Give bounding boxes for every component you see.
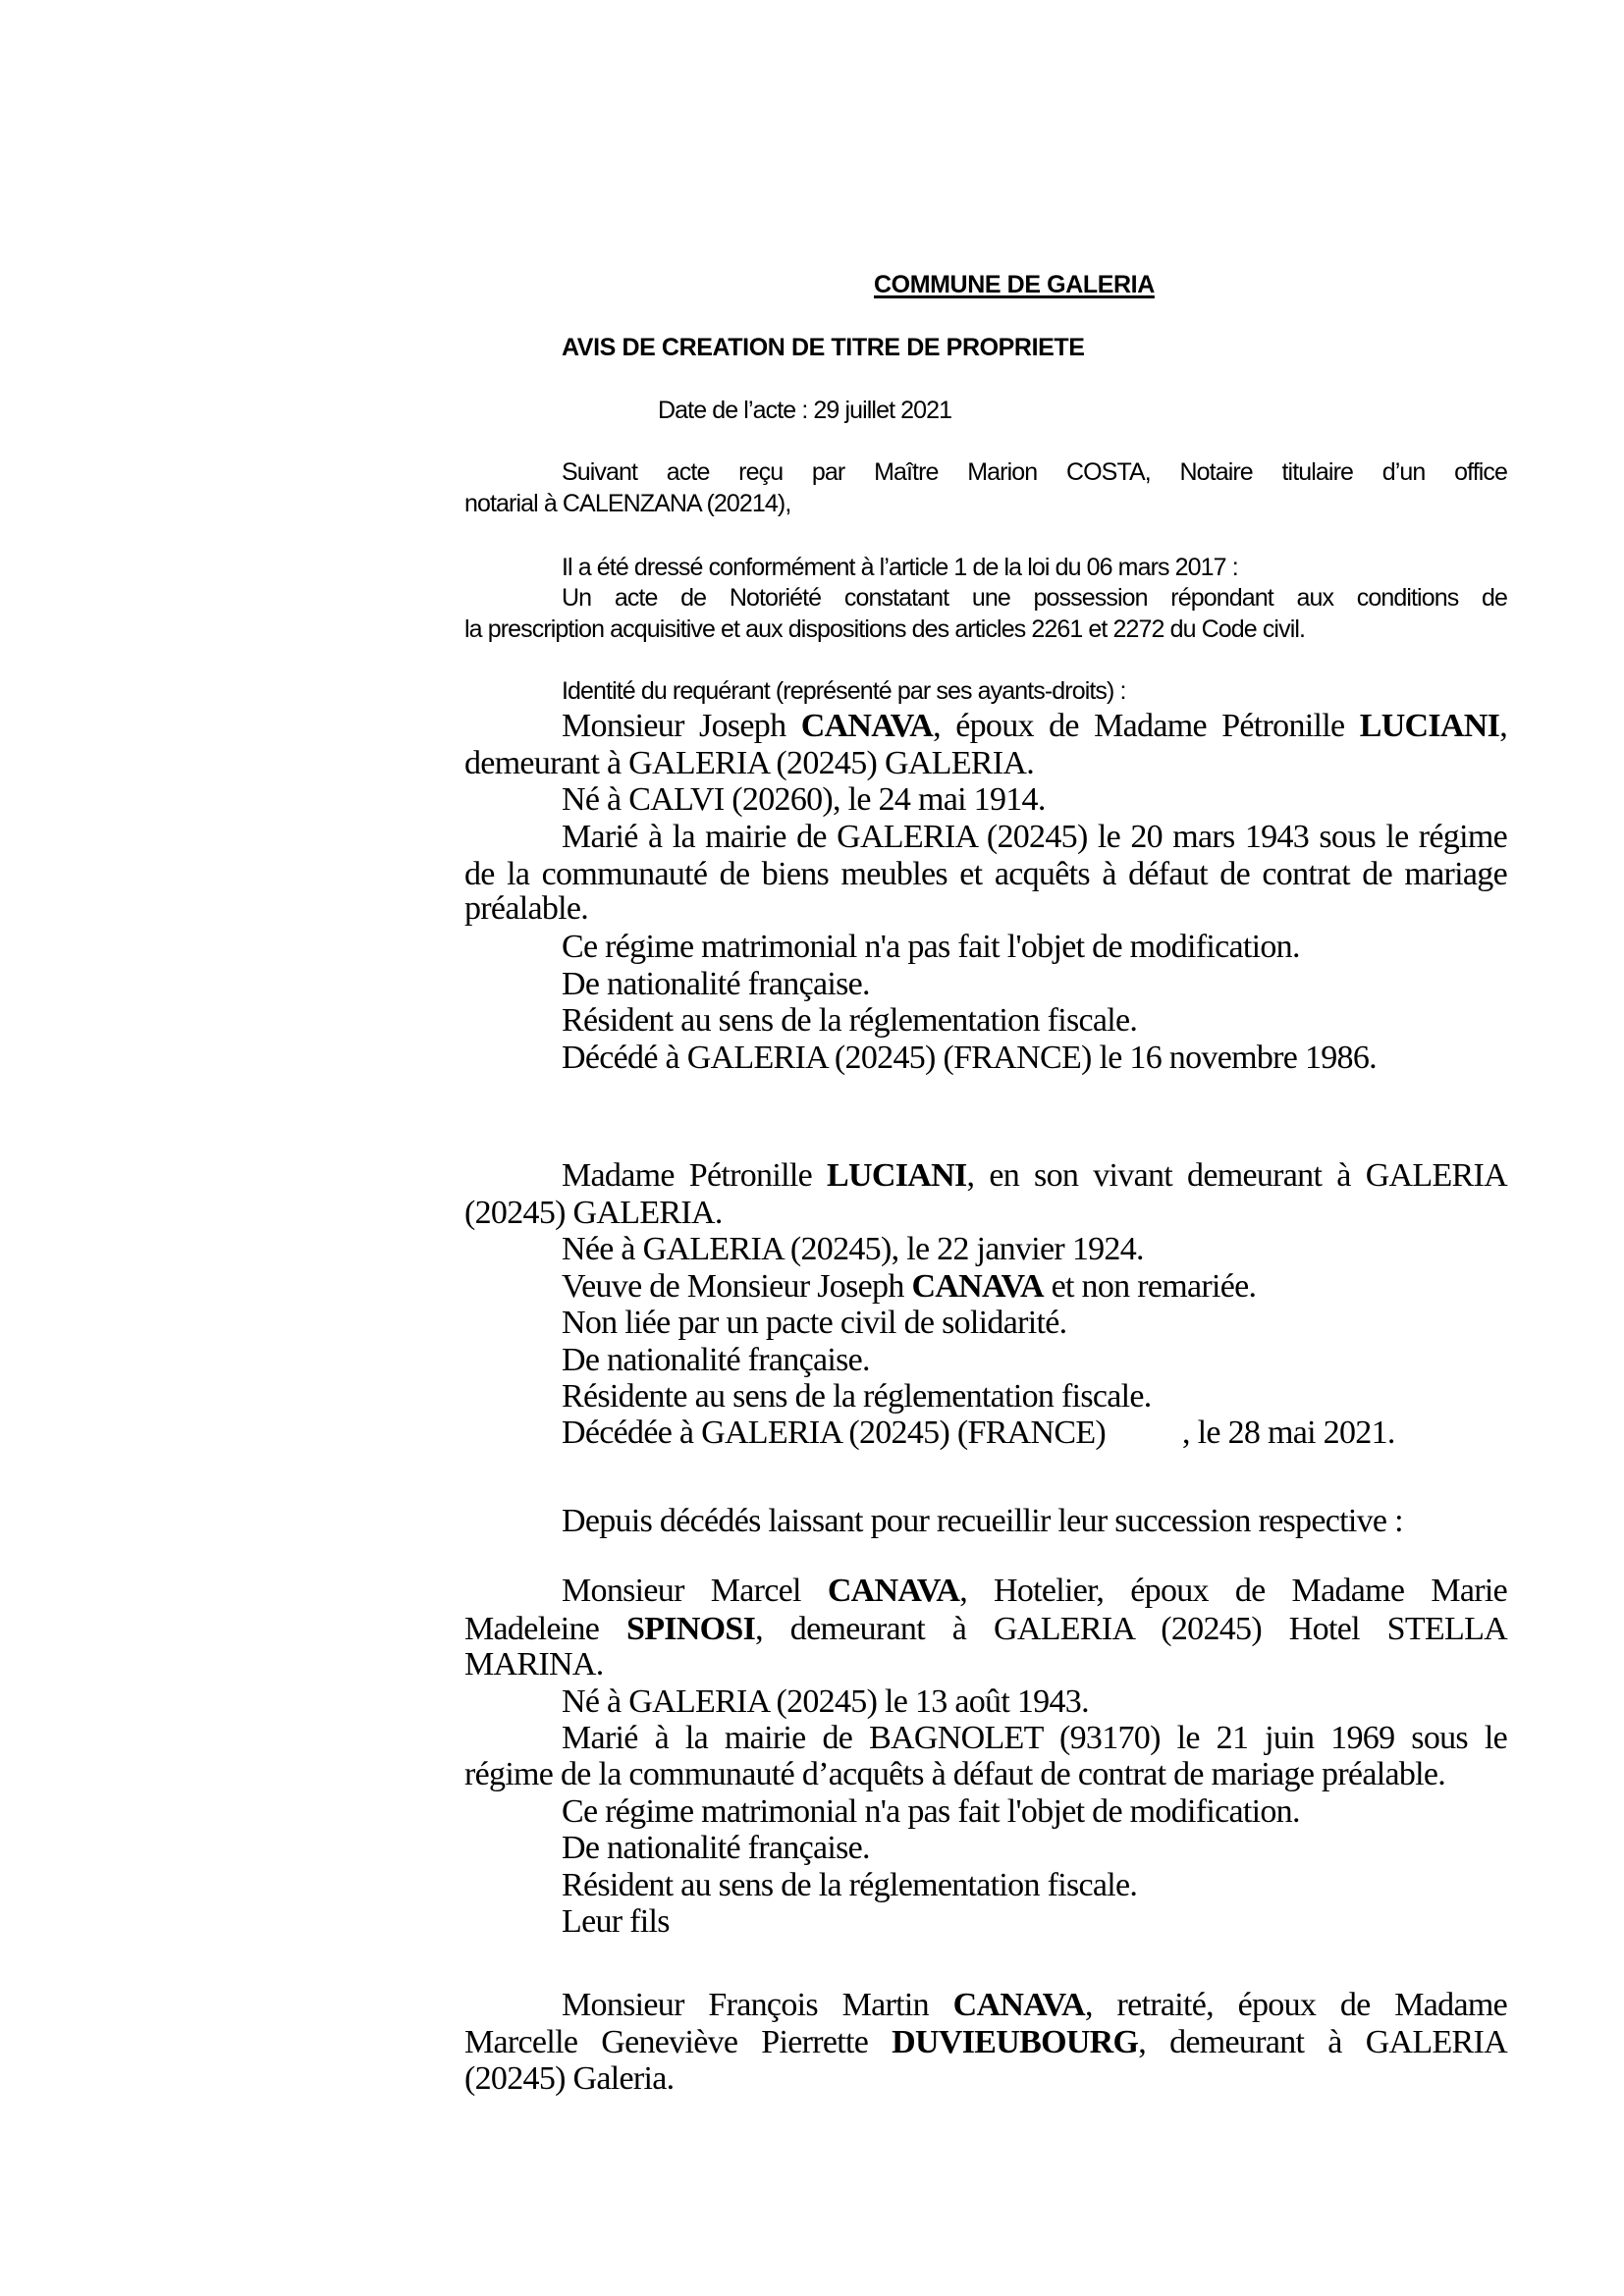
surname: LUCIANI <box>827 1157 967 1194</box>
act-date: Date de l’acte : 29 juillet 2021 <box>658 397 952 424</box>
requerant-2-address: (20245) GALERIA. <box>464 1195 723 1231</box>
text: Marcelle Geneviève Pierrette <box>464 2024 893 2060</box>
text: Madame Pétronille <box>562 1157 828 1194</box>
requerant-1-nationality: De nationalité française. <box>562 966 870 1002</box>
heir-1-nationality: De nationalité française. <box>562 1830 870 1866</box>
requerant-2-nationality: De nationalité française. <box>562 1342 870 1378</box>
text: Veuve de Monsieur Joseph <box>562 1268 912 1305</box>
legal-basis-line: Il a été dressé conformément à l’article 1 de la loi du 06 mars 2017 : <box>562 554 1238 581</box>
notary-line-1: Suivant acte reçu par Maître Marion COSTA, Notaire titulaire d’un office <box>562 458 1507 486</box>
text: et non remariée. <box>1043 1268 1257 1305</box>
requerant-1-marriage-3: préalable. <box>464 890 589 927</box>
text: , en son vivant demeurant à GALERIA <box>966 1157 1507 1194</box>
requerant-1-regime: Ce régime matrimonial n'a pas fait l'objet de modification. <box>562 929 1300 965</box>
heir-1-address: MARINA. <box>464 1646 604 1682</box>
spouse-surname: SPINOSI <box>626 1611 756 1647</box>
heir-1-residence: Résident au sens de la réglementation fiscale. <box>562 1867 1138 1903</box>
surname: CANAVA <box>800 708 934 744</box>
requerant-1-residence: Résident au sens de la réglementation fiscale. <box>562 1002 1138 1039</box>
requerant-1-birth: Né à CALVI (20260), le 24 mai 1914. <box>562 781 1046 818</box>
notoriety-line-2: la prescription acquisitive et aux dispositions des articles 2261 et 2272 du Code civil. <box>464 615 1306 643</box>
requerant-heading: Identité du requérant (représenté par ses ayants-droits) : <box>562 677 1126 705</box>
requerant-2-birth: Née à GALERIA (20245), le 22 janvier 1924. <box>562 1231 1144 1267</box>
heir-1-intro <box>562 1575 1507 1608</box>
heir-1-marriage-1: Marié à la mairie de BAGNOLET (93170) le 21 juin 1969 sous le <box>562 1720 1507 1756</box>
text: Monsieur Joseph <box>562 708 801 744</box>
text: , demeurant à GALERIA (20245) Hotel STELLA <box>755 1611 1507 1647</box>
requerant-2-intro <box>562 1159 1507 1193</box>
text: , demeurant à GALERIA <box>1138 2024 1507 2060</box>
succession-intro: Depuis décédés laissant pour recueillir leur succession respective : <box>562 1503 1403 1539</box>
surname: CANAVA <box>827 1573 960 1609</box>
requerant-2-residence: Résidente au sens de la réglementation fiscale. <box>562 1378 1152 1415</box>
requerant-1-address: demeurant à GALERIA (20245) GALERIA. <box>464 745 1035 781</box>
heir-1-relation: Leur fils <box>562 1903 670 1940</box>
document-title: AVIS DE CREATION DE TITRE DE PROPRIETE <box>562 334 1085 361</box>
surname: CANAVA <box>952 1987 1085 2023</box>
surname: CANAVA <box>911 1268 1044 1305</box>
text: Madeleine <box>464 1611 627 1647</box>
requerant-1-marriage-1: Marié à la mairie de GALERIA (20245) le 20 mars 1943 sous le régime <box>562 819 1507 855</box>
text: , retraité, époux de Madame <box>1084 1987 1507 2023</box>
spouse-surname: LUCIANI <box>1359 708 1500 744</box>
spouse-surname: DUVIEUBOURG <box>892 2024 1139 2060</box>
notary-line-2: notarial à CALENZANA (20214), <box>464 490 791 517</box>
text: Monsieur François Martin <box>562 1987 953 2023</box>
notoriety-line-1: Un acte de Notoriété constatant une possession répondant aux conditions de <box>562 584 1507 612</box>
heir-2-spouse <box>464 2026 1507 2059</box>
commune-heading: COMMUNE DE GALERIA <box>874 271 1155 298</box>
heir-1-spouse <box>464 1613 1507 1646</box>
heir-2-address: (20245) Galeria. <box>464 2060 675 2097</box>
requerant-1-marriage-2: de la communauté de biens meubles et acquêts à défaut de contrat de mariage <box>464 856 1507 892</box>
requerant-2-pacs: Non liée par un pacte civil de solidarité. <box>562 1305 1067 1341</box>
heir-1-birth: Né à GALERIA (20245) le 13 août 1943. <box>562 1683 1089 1720</box>
requerant-2-death: Décédée à GALERIA (20245) (FRANCE) , le 28 mai 2021. <box>562 1415 1395 1451</box>
text: , époux de Madame Pétronille <box>933 708 1360 744</box>
requerant-1-intro <box>562 710 1507 743</box>
heir-2-intro <box>562 1989 1507 2022</box>
heir-1-marriage-2: régime de la communauté d’acquêts à défaut de contrat de mariage préalable. <box>464 1756 1446 1792</box>
text: , <box>1499 708 1507 744</box>
heir-1-regime: Ce régime matrimonial n'a pas fait l'objet de modification. <box>562 1793 1300 1830</box>
text: Monsieur Marcel <box>562 1573 828 1609</box>
requerant-1-death: Décédé à GALERIA (20245) (FRANCE) le 16 novembre 1986. <box>562 1040 1377 1076</box>
requerant-2-widow <box>562 1270 1256 1304</box>
text: , Hotelier, époux de Madame Marie <box>959 1573 1507 1609</box>
